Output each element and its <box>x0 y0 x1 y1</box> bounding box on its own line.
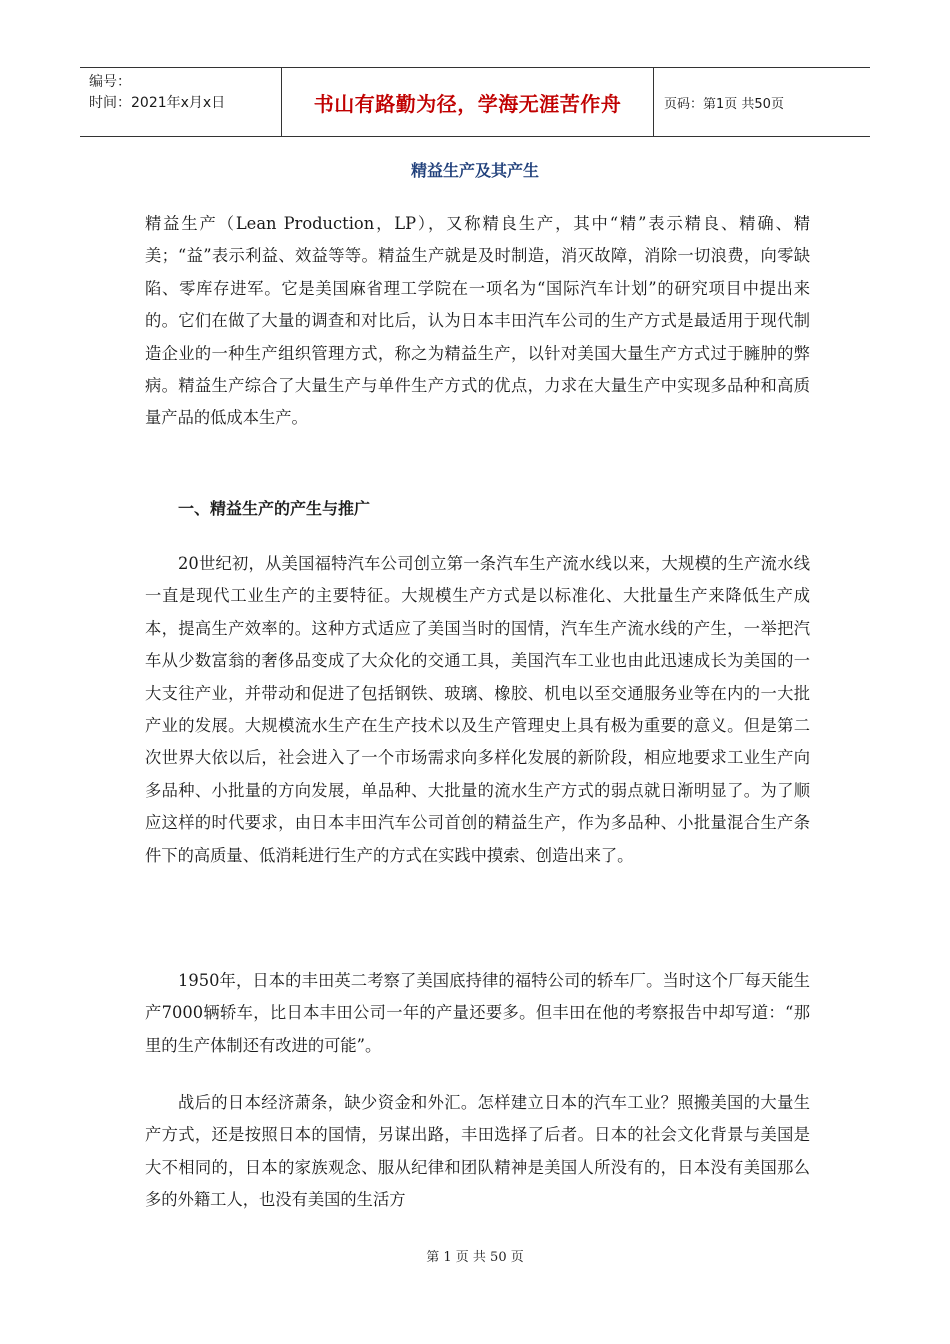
section-heading: 一、精益生产的产生与推广 <box>178 499 371 518</box>
header-meta-cell <box>80 68 281 136</box>
header-page-cell <box>654 68 870 136</box>
time-label: 时间：2021年x月x日 <box>89 95 226 111</box>
header-table <box>80 67 870 137</box>
paragraph-2: 1950年，日本的丰田英二考察了美国底持律的福特公司的轿车厂。当时这个厂每天能生产7000辆轿车，比日本丰田公司一年的产量还要多。但丰田在他的考察报告中却写道：“那里的生产体制还有改进的可能”。 <box>145 971 810 1055</box>
header-motto-cell <box>281 68 654 136</box>
paragraph-1: 20世纪初，从美国福特汽车公司创立第一条汽车生产流水线以来，大规模的生产流水线一直是现代工业生产的主要特征。大规模生产方式是以标准化、大批量生产来降低生产成本，提高生产效率的。这种方式适应了美国当时的国情，汽车生产流水线的产生，一举把汽车从少数富翁的奢侈品变成了大众化的交通工具，美国汽车工业也由此迅速成长为美国的一大支往产业，并带动和促进了包括钢铁、玻璃、橡胶、机电以至交通服务业等在内的一大批产业的发展。大规模流水生产在生产技术以及生产管理史上具有极为重要的意义。但是第二次世界大依以后，社会进入了一个市场需求向多样化发展的新阶段，相应地要求工业生产向多品种、小批量的方向发展，单品种、大批量的流水生产方式的弱点就日渐明显了。为了顺应这样的时代要求，由日本丰田汽车公司首创的精益生产，作为多品种、小批量混合生产条件下的高质量、低消耗进行生产的方式在实践中摸索、创造出来了。 <box>145 554 810 865</box>
document-title: 精益生产及其产生 <box>410 161 539 180</box>
motto-text: 书山有路勤为径，学海无涯苦作舟 <box>313 91 622 116</box>
paragraph-3: 战后的日本经济萧条，缺少资金和外汇。怎样建立日本的汽车工业？照搬美国的大量生产方式，还是按照日本的国情，另谋出路，丰田选择了后者。日本的社会文化背景与美国是大不相同的，日本的家族观念、服从纪律和团队精神是美国人所没有的，日本没有美国那么多的外籍工人，也没有美国的生活方 <box>145 1093 810 1210</box>
page-footer: 第 1 页 共 50 页 <box>426 1250 524 1265</box>
page-code: 页码：第1页 共50页 <box>664 96 784 112</box>
intro-paragraph: 精益生产（Lean Production，LP），又称精良生产，其中“精”表示精良、精确、精美；“益”表示利益、效益等等。精益生产就是及时制造，消灭故障，消除一切浪费，向零缺陷、零库存进军。它是美国麻省理工学院在一项名为“国际汽车计划”的研究项目中提出来的。它们在做了大量的调查和对比后，认为日本丰田汽车公司的生产方式是最适用于现代制造企业的一种生产组织管理方式，称之为精益生产，以针对美国大量生产方式过于臃肿的弊病。精益生产综合了大量生产与单件生产方式的优点，力求在大量生产中实现多品种和高质量产品的低成本生产。 <box>145 214 810 428</box>
number-label: 编号： <box>89 74 131 90</box>
